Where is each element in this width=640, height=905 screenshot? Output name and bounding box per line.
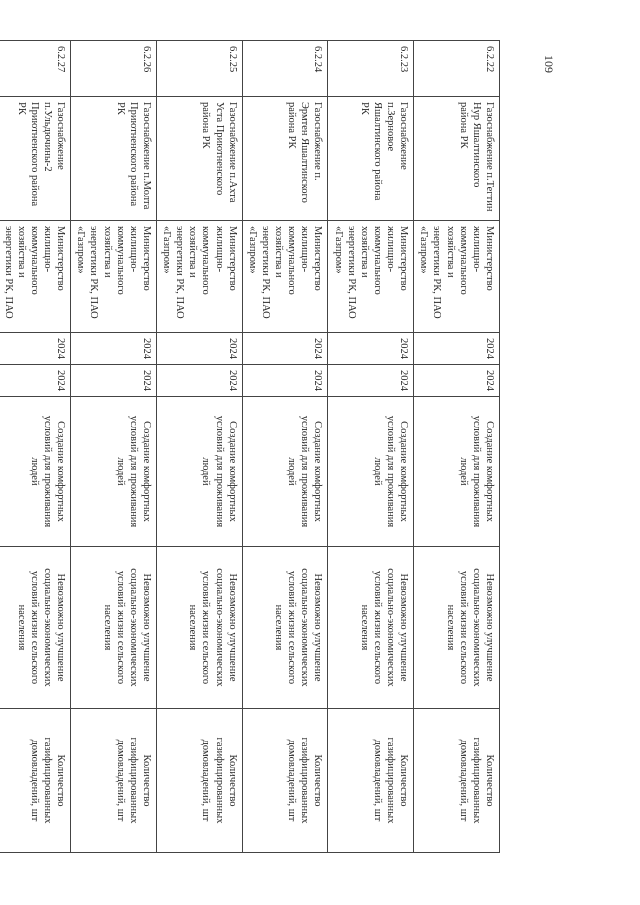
indicator-cell: Количество газифицированных домовладений, шт [328, 709, 414, 853]
end-year-cell: 2024 [71, 365, 157, 397]
measure-name-cell: Газоснабжение п. Эрмтен Яшалтинского района РК [242, 97, 328, 221]
indicator-cell: Количество газифицированных домовладений, шт [414, 709, 500, 853]
program-measures-table [0, 40, 500, 853]
start-year-cell: 2024 [71, 333, 157, 365]
measure-name-cell: Газоснабжение п.Тегтин Нур Яшалтинского района РК [414, 97, 500, 221]
non-implementation-consequence-cell: Невозможно улучшение социально-экономических условий жизни сельского населения [0, 547, 71, 709]
table-row [71, 41, 157, 853]
measure-number-cell: 6.2.25 [157, 41, 243, 97]
measure-name-cell: Газоснабжение п.Зерновое Яшалтинского района РК [328, 97, 414, 221]
executor-cell: Министерство жилищно-коммунального хозяйства и энергетики РК, ПАО [0, 221, 71, 333]
executor-cell: Министерство жилищно-коммунального хозяйства и энергетики РК, ПАО «Газпром» [242, 221, 328, 333]
measure-number-cell: 6.2.26 [71, 41, 157, 97]
non-implementation-consequence-cell: Невозможно улучшение социально-экономических условий жизни сельского населения [414, 547, 500, 709]
indicator-cell: Количество газифицированных домовладений, шт [242, 709, 328, 853]
start-year-cell: 2024 [0, 333, 71, 365]
measure-number-cell: 6.2.22 [414, 41, 500, 97]
measure-name-cell: Газоснабжение п.Молта Приютненского района РК [71, 97, 157, 221]
table-body [0, 41, 500, 853]
non-implementation-consequence-cell: Невозможно улучшение социально-экономических условий жизни сельского населения [157, 547, 243, 709]
table-row [328, 41, 414, 853]
indicator-cell: Количество газифицированных домовладений, шт [71, 709, 157, 853]
start-year-cell: 2024 [414, 333, 500, 365]
indicator-cell: Количество газифицированных домовладений, шт [157, 709, 243, 853]
start-year-cell: 2024 [242, 333, 328, 365]
executor-cell: Министерство жилищно-коммунального хозяйства и энергетики РК, ПАО «Газпром» [157, 221, 243, 333]
rotated-table-wrapper [2, 40, 500, 852]
end-year-cell: 2024 [242, 365, 328, 397]
table-row [157, 41, 243, 853]
non-implementation-consequence-cell: Невозможно улучшение социально-экономических условий жизни сельского населения [242, 547, 328, 709]
expected-result-cell: Создание комфортных условий для проживания людей [242, 397, 328, 547]
measure-name-cell: Газоснабжение п.Ахта Уста Приютненского района РК [157, 97, 243, 221]
expected-result-cell: Создание комфортных условий для проживания людей [328, 397, 414, 547]
table-row [414, 41, 500, 853]
page-number: 109 [542, 55, 556, 73]
expected-result-cell: Создание комфортных условий для проживания людей [0, 397, 71, 547]
executor-cell: Министерство жилищно-коммунального хозяйства и энергетики РК, ПАО «Газпром» [414, 221, 500, 333]
expected-result-cell: Создание комфортных условий для проживания людей [157, 397, 243, 547]
executor-cell: Министерство жилищно-коммунального хозяйства и энергетики РК, ПАО «Газпром» [328, 221, 414, 333]
measure-number-cell: 6.2.24 [242, 41, 328, 97]
measure-number-cell: 6.2.23 [328, 41, 414, 97]
start-year-cell: 2024 [328, 333, 414, 365]
table-row [242, 41, 328, 853]
table-row [0, 41, 71, 853]
end-year-cell: 2024 [414, 365, 500, 397]
executor-cell: Министерство жилищно-коммунального хозяйства и энергетики РК, ПАО «Газпром» [71, 221, 157, 333]
end-year-cell: 2024 [0, 365, 71, 397]
start-year-cell: 2024 [157, 333, 243, 365]
expected-result-cell: Создание комфортных условий для проживания людей [71, 397, 157, 547]
non-implementation-consequence-cell: Невозможно улучшение социально-экономических условий жизни сельского населения [328, 547, 414, 709]
end-year-cell: 2024 [328, 365, 414, 397]
expected-result-cell: Создание комфортных условий для проживания людей [414, 397, 500, 547]
non-implementation-consequence-cell: Невозможно улучшение социально-экономических условий жизни сельского населения [71, 547, 157, 709]
measure-number-cell: 6.2.27 [0, 41, 71, 97]
end-year-cell: 2024 [157, 365, 243, 397]
measure-name-cell: Газоснабжение п.Ульдючины-2 Приютненского района РК [0, 97, 71, 221]
indicator-cell: Количество газифицированных домовладений, шт [0, 709, 71, 853]
